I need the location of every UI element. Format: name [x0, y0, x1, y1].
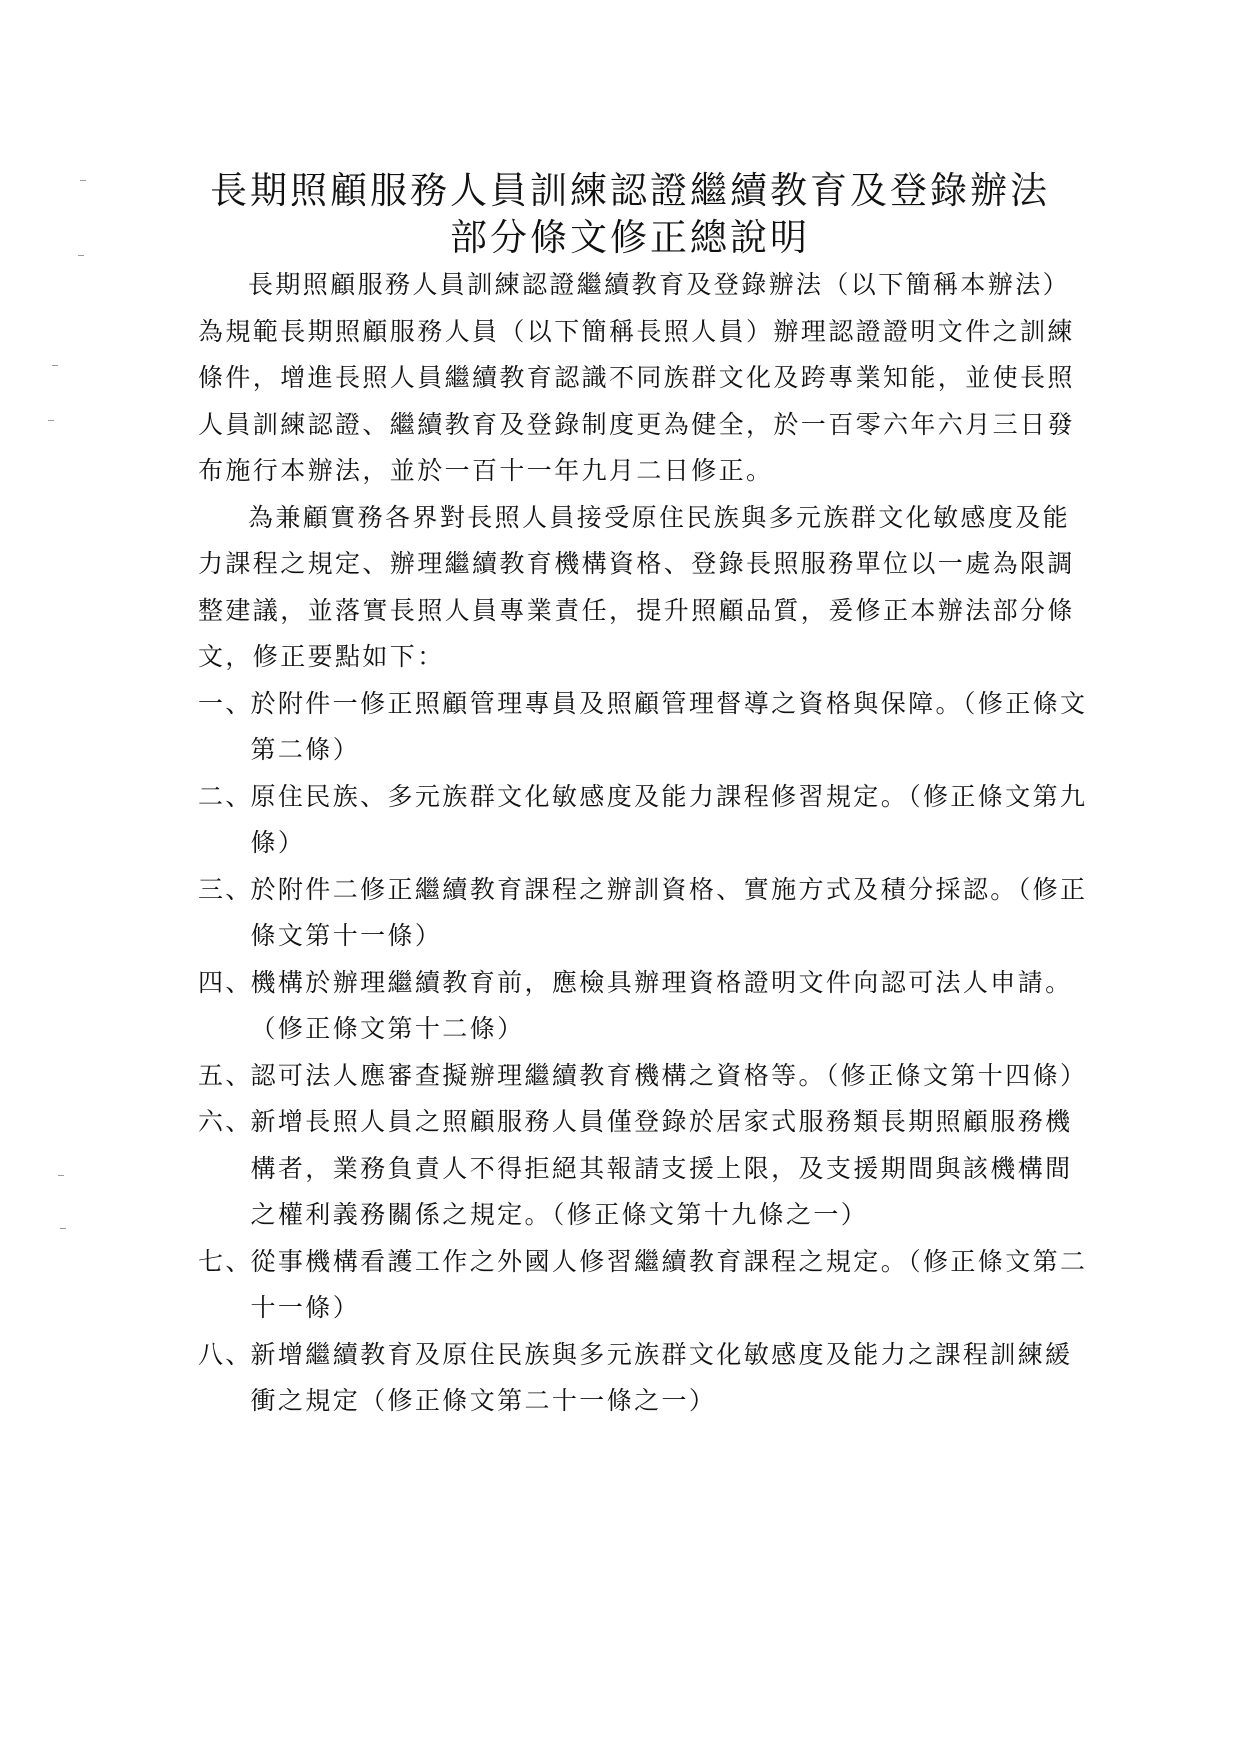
scan-mark: [52, 365, 58, 366]
item-text: 於附件二修正繼續教育課程之辦訓資格、實施方式及積分採認。（修正條文第十一條）: [250, 874, 1088, 950]
item-number: 三、: [198, 874, 253, 904]
amendment-item: [198, 1332, 1088, 1425]
amendment-item: [198, 1239, 1088, 1332]
item-text: 機構於辦理繼續教育前，應檢具辦理資格證明文件向認可法人申請。（修正條文第十二條）: [250, 967, 1073, 1043]
amendment-item: [198, 681, 1088, 774]
item-number: 五、: [198, 1060, 253, 1090]
item-text: 原住民族、多元族群文化敏感度及能力課程修習規定。（修正條文第九條）: [250, 781, 1088, 857]
item-text: 於附件一修正照顧管理專員及照顧管理督導之資格與保障。（修正條文第二條）: [250, 688, 1088, 764]
item-text: 從事機構看護工作之外國人修習繼續教育課程之規定。（修正條文第二十一條）: [250, 1246, 1088, 1322]
item-text: 認可法人應審查擬辦理繼續教育機構之資格等。（修正條文第十四條）: [250, 1060, 1088, 1090]
scan-mark: [58, 1175, 64, 1176]
item-number: 四、: [198, 967, 253, 997]
item-text: 新增繼續教育及原住民族與多元族群文化敏感度及能力之課程訓練緩衝之規定（修正條文第二十一條之一）: [250, 1339, 1073, 1415]
item-number: 二、: [198, 781, 253, 811]
amendment-item: [198, 1099, 1088, 1239]
amendment-paragraph: 為兼顧實務各界對長照人員接受原住民族與多元族群文化敏感度及能力課程之規定、辦理繼續教育機構資格、登錄長照服務單位以一處為限調整建議，並落實長照人員專業責任，提升照顧品質，爰修正本辦法部分條文，修正要點如下：: [198, 502, 1075, 671]
amendment-item: [198, 867, 1088, 960]
item-number: 八、: [198, 1339, 253, 1369]
scan-mark: [48, 420, 54, 421]
document-title-line1: 長期照顧服務人員訓練認證繼續教育及登錄辦法: [210, 169, 1050, 212]
scan-mark: [60, 1228, 66, 1229]
amendment-item: [198, 960, 1088, 1053]
scan-mark: [78, 255, 84, 256]
item-number: 七、: [198, 1246, 253, 1276]
document-title-line2: 部分條文修正總說明: [450, 216, 810, 259]
item-text: 新增長照人員之照顧服務人員僅登錄於居家式服務類長期照顧服務機構者，業務負責人不得拒絕其報請支援上限，及支援期間與該機構間之權利義務關係之規定。（修正條文第十九條之一）: [250, 1107, 1073, 1229]
item-number: 六、: [198, 1107, 253, 1136]
scan-mark: [80, 180, 86, 181]
amendment-item: [198, 774, 1088, 867]
item-number: 一、: [198, 688, 253, 718]
document-body: [198, 262, 1088, 1425]
amendment-item: [198, 1053, 1088, 1100]
intro-paragraph: 長期照顧服務人員訓練認證繼續教育及登錄辦法（以下簡稱本辦法）為規範長期照顧服務人員（以下簡稱長照人員）辦理認證證明文件之訓練條件，增進長照人員繼續教育認識不同族群文化及跨專業知能，並使長照人員訓練認證、繼續教育及登錄制度更為健全，於一百零六年六月三日發布施行本辦法，並於一百十一年九月二日修正。: [198, 270, 1075, 485]
